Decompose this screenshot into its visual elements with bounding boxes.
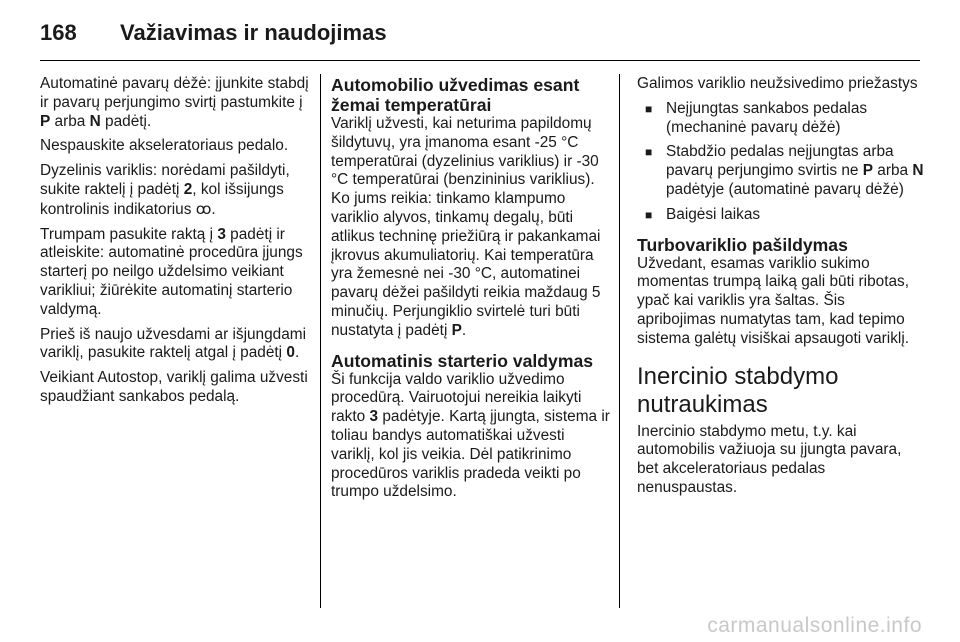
heading-automatic-starter-control: Automatinis starterio valdymas: [331, 350, 594, 371]
list-item: ■ Baigėsi laikas: [637, 206, 927, 225]
paragraph-restart: Prieš iš naujo užvesdami ar išjungdami variklį, pasukite raktelį atgal į padėtį 0.: [40, 325, 307, 362]
paragraph-failure-reasons: Galimos variklio neužsivedimo priežastys: [637, 75, 918, 92]
preheat-indicator-icon: ꝏ: [195, 199, 212, 218]
failure-reasons-list: [637, 100, 927, 225]
column-1: [40, 75, 312, 413]
paragraph-turn-key: Trumpam pasukite raktą į 3 padėtį ir atleiskite: automatinė procedūra įjungs starterį po neilgo uždelsimo veikiant varikliui; žiūrėkite automatinį starterio valdymą.: [40, 225, 303, 318]
column-divider: [320, 74, 321, 608]
page-title: Važiavimas ir naudojimas: [120, 20, 387, 45]
watermark: carmanualsonline.info: [707, 614, 922, 637]
paragraph-starter-control: Ši funkcija valdo variklio užvedimo procedūrą. Vairuotojui nereikia laikyti rakto 3 padėtyje. Kartą įjungta, sistema ir toliau bandys automatiškai užvesti variklį, kol jis veikia. Dėl patikrinimo procedūros variklis pradeda veikti po trumpo uždelsimo.: [331, 370, 610, 501]
heading-low-temperature-start: Automobilio užvedimas esant žemai temperatūrai: [331, 75, 580, 115]
paragraph-low-temperature: Variklį užvesti, kai neturima papildomų šildytuvų, yra įmanoma esant -25 °C temperatūrai (dyzelinius variklius) ir -30 °C temperatūrai (benzininius variklius). Ko jums reikia: tinkamo klampumo variklio alyvos, tinkamų degalų, būti atlikus techninę priežiūrą ir pakankamai įkrovus akumuliatorių. Kai temperatūra yra žemesnė nei -30 °C, automatinei pavarų dėžei pašildyti reikia maždaug 5 minučių. Perjungiklio svirtelė turi būti nustatyta į padėtį P.: [331, 115, 601, 339]
list-item: ■ Stabdžio pedalas neįjungtas arba pavarų perjungimo svirtis ne P arba N padėtyje (automatinė pavarų dėžė): [637, 143, 927, 199]
heading-coasting-interruption: Inercinio stabdymo nutraukimas: [637, 362, 839, 418]
heading-turbo-warmup: Turbovariklio pašildymas: [637, 234, 848, 255]
column-divider: [619, 74, 620, 608]
list-item: ■ Neįjungtas sankabos pedalas (mechaninė pavarų dėžė): [637, 100, 927, 138]
column-2: [331, 75, 611, 508]
paragraph-automatic-gearbox: Automatinė pavarų dėžė: įjunkite stabdį ir pavarų perjungimo svirtį pastumkite į P arba N padėtį.: [40, 75, 309, 130]
paragraph-coasting: Inercinio stabdymo metu, t.y. kai automobilis važiuoja su įjungta pavara, bet akceleratoriaus pedalas nenuspaustas.: [637, 422, 902, 496]
paragraph-autostop: Veikiant Autostop, variklį galima užvesti spaudžiant sankabos pedalą.: [40, 369, 308, 405]
paragraph-accelerator: Nespauskite akseleratoriaus pedalo.: [40, 137, 289, 155]
header-rule: [40, 60, 920, 61]
paragraph-turbo-warmup: Užvedant, esamas variklio sukimo momentas trumpą laiką gali būti ribotas, ypač kai variklis yra šaltas. Šis apribojimas numatytas tam, kad tepimo sistema galėtų visiškai apsaugoti variklį.: [637, 254, 910, 347]
paragraph-diesel: Dyzelinis variklis: norėdami pašildyti, sukite raktelį į padėtį 2, kol išsijungs kontrolinis indikatorius ꝏ.: [40, 162, 290, 218]
column-3: [637, 75, 927, 504]
page-number: 168: [40, 20, 77, 45]
page-header: [40, 14, 920, 54]
